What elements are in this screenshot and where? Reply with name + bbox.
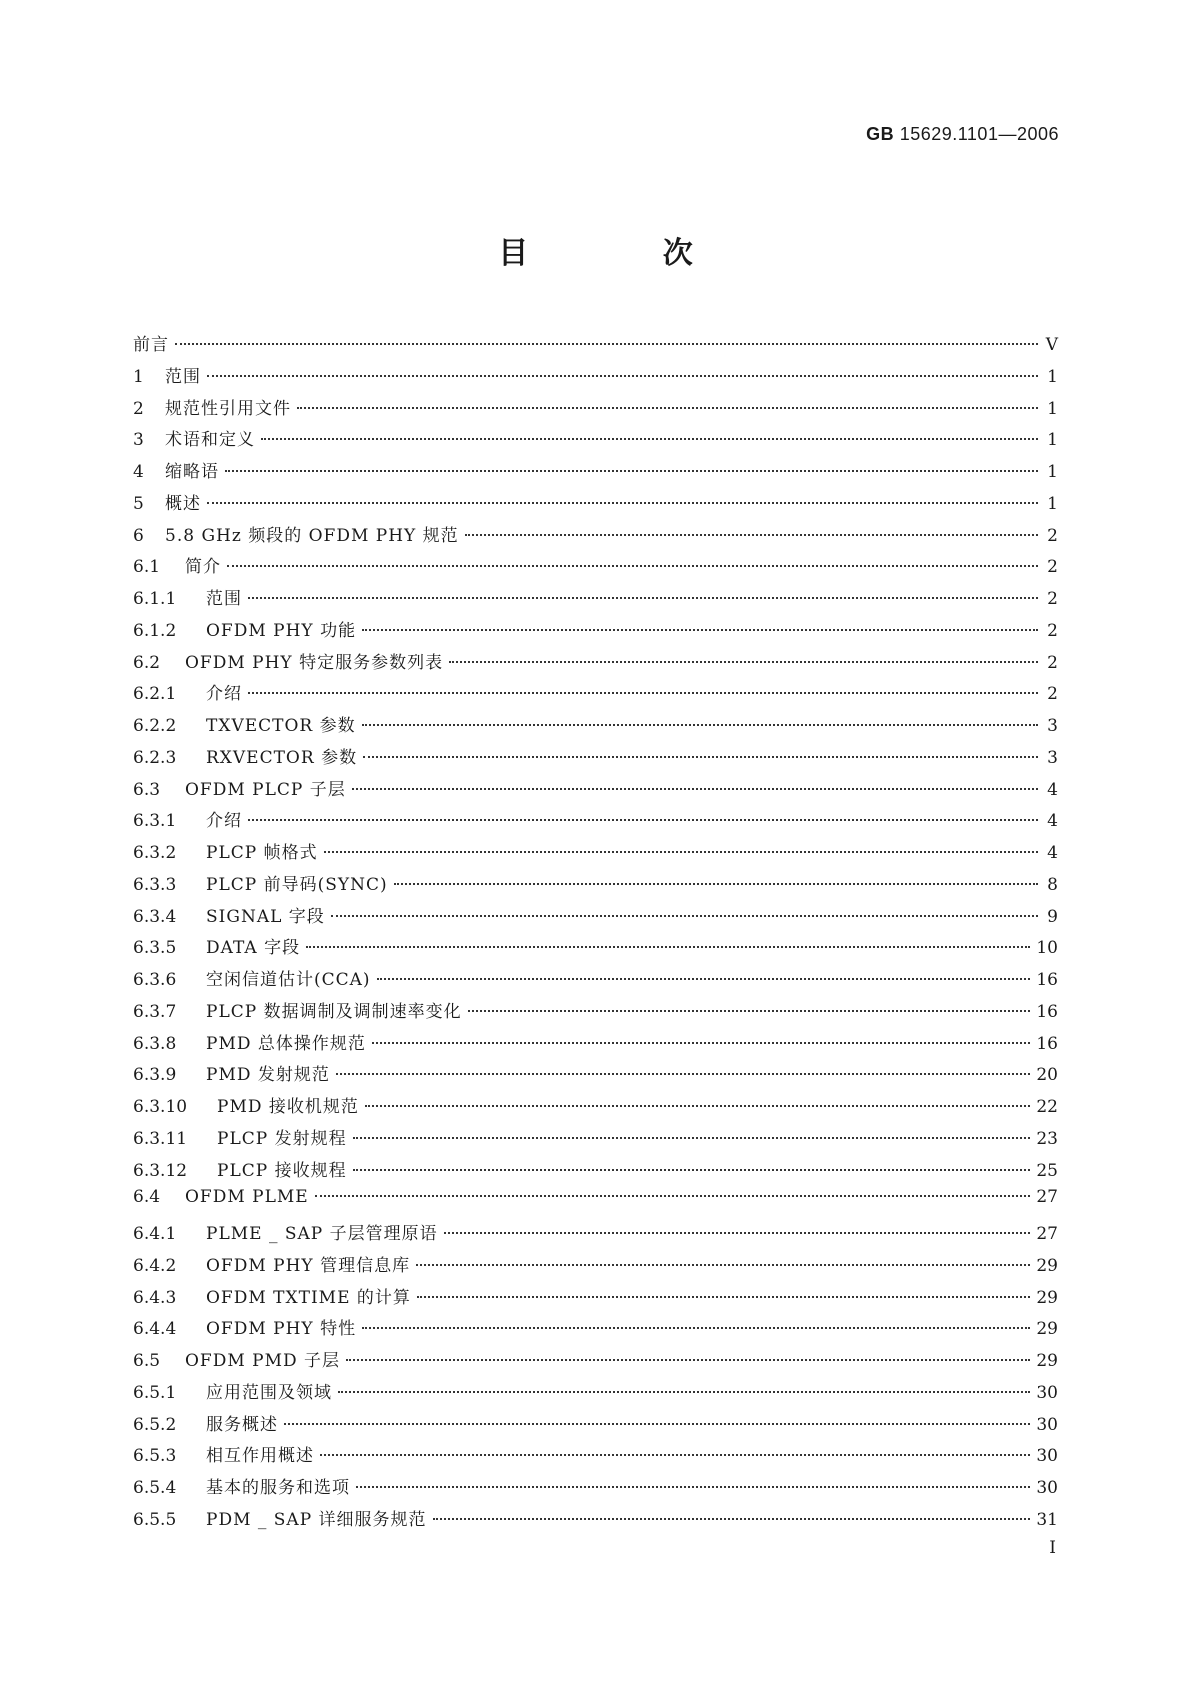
toc-entry[interactable] xyxy=(133,806,1058,838)
toc-dot-leader xyxy=(362,1327,1030,1329)
toc-entry-page: 2 xyxy=(1047,652,1058,673)
toc-entry-title: PLCP 前导码(SYNC) xyxy=(206,874,388,895)
toc-entry-number: 6.5.2 xyxy=(133,1414,177,1435)
toc-entry-page: 1 xyxy=(1047,398,1058,419)
toc-entry-page: 31 xyxy=(1036,1509,1058,1530)
toc-entry-title: OFDM PLCP 子层 xyxy=(185,779,346,800)
toc-entry-title: PDM _ SAP 详细服务规范 xyxy=(206,1509,427,1530)
toc-entry-title: PLCP 发射规程 xyxy=(217,1128,347,1149)
toc-entry[interactable] xyxy=(133,648,1058,680)
toc-dot-leader xyxy=(372,1042,1030,1044)
toc-entry-page: 30 xyxy=(1036,1414,1058,1435)
toc-dot-leader xyxy=(297,407,1038,409)
toc-entry[interactable] xyxy=(133,1314,1058,1346)
standard-number: 15629.1101—2006 xyxy=(899,124,1059,144)
toc-dot-leader xyxy=(284,1423,1030,1425)
toc-dot-leader xyxy=(324,851,1038,853)
toc-entry[interactable] xyxy=(133,521,1058,553)
toc-dot-leader xyxy=(227,565,1038,567)
toc-dot-leader xyxy=(416,1264,1030,1266)
toc-entry-number: 6.3.10 xyxy=(133,1097,188,1117)
toc-dot-leader xyxy=(417,1296,1030,1298)
toc-entry[interactable] xyxy=(133,870,1058,902)
toc-dot-leader xyxy=(433,1518,1031,1520)
toc-dot-leader xyxy=(365,1105,1030,1107)
toc-entry[interactable] xyxy=(133,1251,1058,1283)
toc-entry[interactable] xyxy=(133,902,1058,934)
toc-entry[interactable] xyxy=(133,711,1058,743)
toc-dot-leader xyxy=(465,534,1038,536)
toc-entry-number: 6.4.1 xyxy=(133,1224,177,1244)
toc-entry-page: 1 xyxy=(1047,366,1058,387)
toc-entry-number: 6.4.4 xyxy=(133,1319,177,1340)
toc-entry-title: OFDM PHY 特定服务参数列表 xyxy=(185,652,444,673)
toc-dot-leader xyxy=(248,692,1038,694)
toc-entry-page: 16 xyxy=(1036,970,1058,990)
toc-entry-number: 6.4.3 xyxy=(133,1287,177,1308)
toc-entry-title: 5.8 GHz 频段的 OFDM PHY 规范 xyxy=(165,525,459,546)
toc-dot-leader xyxy=(331,915,1038,917)
toc-dot-leader xyxy=(315,1195,1031,1197)
toc-entry-page: 20 xyxy=(1036,1065,1058,1086)
toc-entry-number: 6.3.2 xyxy=(133,843,177,863)
toc-entry[interactable] xyxy=(133,425,1058,457)
toc-entry[interactable] xyxy=(133,1473,1058,1505)
page-number: I xyxy=(1049,1538,1056,1558)
toc-entry-title: 范围 xyxy=(165,366,201,387)
toc-entry-number: 6.5.3 xyxy=(133,1446,177,1467)
toc-entry-title: PLME _ SAP 子层管理原语 xyxy=(206,1224,438,1244)
toc-dot-leader xyxy=(306,946,1030,948)
toc-dot-leader xyxy=(353,1137,1031,1139)
toc-entry-number: 6.3.9 xyxy=(133,1065,177,1086)
toc-entry[interactable] xyxy=(133,679,1058,711)
toc-entry-title: 应用范围及领域 xyxy=(206,1382,332,1403)
toc-entry-page: 1 xyxy=(1047,430,1058,451)
toc-entry[interactable] xyxy=(133,552,1058,584)
toc-entry-page: 29 xyxy=(1036,1351,1058,1371)
toc-entry-number: 6.4 xyxy=(133,1187,161,1208)
toc-entry-title: 相互作用概述 xyxy=(206,1446,314,1467)
toc-entry-title: OFDM PMD 子层 xyxy=(185,1351,341,1371)
toc-entry-page: 16 xyxy=(1036,1001,1058,1022)
toc-entry-page: 9 xyxy=(1047,906,1058,927)
toc-entry-page: 3 xyxy=(1047,716,1058,736)
toc-dot-leader xyxy=(207,502,1038,504)
toc-entry-title: DATA 字段 xyxy=(206,938,301,959)
toc-entry[interactable] xyxy=(133,743,1058,775)
toc-entry-number: 6.2.1 xyxy=(133,684,177,705)
toc-entry-title: PLCP 帧格式 xyxy=(206,843,318,863)
toc-entry-page: V xyxy=(1045,335,1058,355)
toc-entry[interactable] xyxy=(133,1219,1058,1251)
toc-dot-leader xyxy=(377,978,1031,980)
toc-dot-leader xyxy=(225,470,1038,472)
toc-entry[interactable] xyxy=(133,394,1058,426)
toc-entry-number: 6.3.12 xyxy=(133,1160,188,1181)
toc-dot-leader xyxy=(346,1359,1030,1361)
toc-entry[interactable] xyxy=(133,933,1058,965)
toc-entry-page: 4 xyxy=(1047,779,1058,800)
toc-entry-number: 6.3.11 xyxy=(133,1128,188,1149)
toc-entry[interactable] xyxy=(133,775,1058,807)
toc-entry-page: 4 xyxy=(1047,843,1058,863)
toc-entry-title: 范围 xyxy=(206,589,242,609)
standard-code xyxy=(866,124,1059,145)
toc-entry-number: 2 xyxy=(133,398,144,419)
toc-entry-title: 基本的服务和选项 xyxy=(206,1478,350,1498)
toc-entry-number: 5 xyxy=(133,493,144,514)
toc-entry-number: 6.3.8 xyxy=(133,1033,177,1054)
toc-dot-leader xyxy=(449,661,1038,663)
toc-entry-page: 25 xyxy=(1036,1160,1058,1181)
toc-dot-leader xyxy=(444,1232,1031,1234)
toc-entry-title: 术语和定义 xyxy=(165,430,255,451)
toc-entry-title: OFDM PHY 特性 xyxy=(206,1319,357,1340)
toc-entry-title: SIGNAL 字段 xyxy=(206,906,325,927)
toc-entry-number: 6 xyxy=(133,525,144,546)
toc-entry[interactable] xyxy=(133,1441,1058,1473)
toc-entry-title: PMD 接收机规范 xyxy=(217,1097,359,1117)
toc-entry-page: 3 xyxy=(1047,747,1058,768)
toc-dot-leader xyxy=(248,597,1038,599)
toc-entry-number: 6.1 xyxy=(133,557,161,578)
toc-entry-number: 4 xyxy=(133,462,144,482)
toc-entry-page: 2 xyxy=(1047,525,1058,546)
toc-entry-title: 缩略语 xyxy=(165,462,219,482)
toc-entry-number: 6.2.2 xyxy=(133,716,177,736)
toc-dot-leader xyxy=(468,1010,1031,1012)
toc-entry-number: 1 xyxy=(133,366,144,387)
toc-entry-page: 2 xyxy=(1047,589,1058,609)
toc-entry-number: 6.1.2 xyxy=(133,620,177,641)
toc-entry-page: 27 xyxy=(1036,1187,1058,1208)
toc-entry-page: 27 xyxy=(1036,1224,1058,1244)
toc-entry-page: 1 xyxy=(1047,462,1058,482)
toc-entry-title: PMD 总体操作规范 xyxy=(206,1033,366,1054)
standard-prefix: GB xyxy=(866,124,895,144)
toc-entry-page: 30 xyxy=(1036,1478,1058,1498)
toc-entry-title: 介绍 xyxy=(206,684,242,705)
toc-entry-number: 6.5.4 xyxy=(133,1478,177,1498)
toc-entry-number: 6.2.3 xyxy=(133,747,177,768)
toc-entry-number: 6.2 xyxy=(133,652,161,673)
toc-entry[interactable] xyxy=(133,616,1058,648)
toc-entry-page: 16 xyxy=(1036,1033,1058,1054)
toc-entry-title: RXVECTOR 参数 xyxy=(206,747,358,768)
toc-entry[interactable] xyxy=(133,1092,1058,1124)
toc-dot-leader xyxy=(352,788,1038,790)
toc-entry-number: 3 xyxy=(133,430,144,451)
toc-entry-page: 29 xyxy=(1036,1287,1058,1308)
toc-entry-number: 6.5 xyxy=(133,1351,161,1371)
toc-entry[interactable] xyxy=(133,1187,1058,1219)
toc-entry-page: 23 xyxy=(1036,1128,1058,1149)
toc-entry[interactable] xyxy=(133,965,1058,997)
toc-entry-title: 规范性引用文件 xyxy=(165,398,291,419)
toc-entry-page: 30 xyxy=(1036,1446,1058,1467)
toc-entry[interactable] xyxy=(133,997,1058,1029)
toc-entry[interactable] xyxy=(133,1156,1058,1188)
toc-entry[interactable] xyxy=(133,1505,1058,1537)
toc-entry-number: 6.5.5 xyxy=(133,1509,177,1530)
toc-entry-title: PMD 发射规范 xyxy=(206,1065,330,1086)
toc-entry-title: OFDM TXTIME 的计算 xyxy=(206,1287,411,1308)
toc-dot-leader xyxy=(338,1391,1030,1393)
toc-entry-page: 4 xyxy=(1047,811,1058,832)
toc-entry-page: 30 xyxy=(1036,1382,1058,1403)
toc-entry-number: 6.3.6 xyxy=(133,970,177,990)
toc-entry[interactable] xyxy=(133,584,1058,616)
toc-entry[interactable] xyxy=(133,457,1058,489)
toc-dot-leader xyxy=(175,343,1038,345)
toc-entry-page: 29 xyxy=(1036,1255,1058,1276)
toc-entry[interactable] xyxy=(133,330,1058,362)
toc-dot-leader xyxy=(207,375,1038,377)
toc-dot-leader xyxy=(362,724,1038,726)
toc-entry-number: 6.5.1 xyxy=(133,1382,177,1403)
toc-entry-title: TXVECTOR 参数 xyxy=(206,716,356,736)
toc-dot-leader xyxy=(363,756,1038,758)
toc-entry[interactable] xyxy=(133,1346,1058,1378)
table-of-contents xyxy=(133,330,1058,1537)
toc-entry-number: 6.3.5 xyxy=(133,938,177,959)
toc-entry-page: 22 xyxy=(1036,1097,1058,1117)
toc-entry-title: OFDM PHY 功能 xyxy=(206,620,357,641)
toc-dot-leader xyxy=(248,819,1038,821)
toc-entry-title: 空闲信道估计(CCA) xyxy=(206,970,371,990)
page-title: 目 次 xyxy=(498,236,755,271)
toc-entry-title: 简介 xyxy=(185,557,221,578)
toc-entry[interactable] xyxy=(133,1283,1058,1315)
toc-entry[interactable] xyxy=(133,1060,1058,1092)
toc-entry-number: 6.3.7 xyxy=(133,1001,177,1022)
toc-entry-page: 1 xyxy=(1047,493,1058,514)
toc-entry-page: 2 xyxy=(1047,557,1058,578)
toc-entry-number: 6.1.1 xyxy=(133,589,177,609)
toc-entry[interactable] xyxy=(133,838,1058,870)
toc-entry-page: 8 xyxy=(1047,874,1058,895)
toc-entry[interactable] xyxy=(133,489,1058,521)
toc-dot-leader xyxy=(394,883,1038,885)
toc-entry-title: OFDM PHY 管理信息库 xyxy=(206,1255,411,1276)
toc-dot-leader xyxy=(362,629,1038,631)
toc-entry-number: 6.4.2 xyxy=(133,1255,177,1276)
toc-entry[interactable] xyxy=(133,1378,1058,1410)
toc-dot-leader xyxy=(320,1454,1030,1456)
toc-entry[interactable] xyxy=(133,1029,1058,1061)
toc-entry[interactable] xyxy=(133,1410,1058,1442)
toc-entry-title: OFDM PLME xyxy=(185,1187,309,1208)
toc-dot-leader xyxy=(336,1073,1030,1075)
toc-entry-number: 6.3.3 xyxy=(133,874,177,895)
toc-entry-title: 概述 xyxy=(165,493,201,514)
toc-dot-leader xyxy=(356,1486,1030,1488)
toc-entry-page: 10 xyxy=(1036,938,1058,959)
toc-entry[interactable] xyxy=(133,1124,1058,1156)
toc-entry-number: 6.3.4 xyxy=(133,906,177,927)
toc-entry-page: 29 xyxy=(1036,1319,1058,1340)
toc-dot-leader xyxy=(353,1169,1031,1171)
toc-entry-title: PLCP 接收规程 xyxy=(217,1160,347,1181)
toc-entry-number: 6.3 xyxy=(133,779,161,800)
toc-entry-title: 前言 xyxy=(133,335,169,355)
toc-entry-title: 介绍 xyxy=(206,811,242,832)
toc-entry-page: 2 xyxy=(1047,620,1058,641)
toc-entry-title: PLCP 数据调制及调制速率变化 xyxy=(206,1001,462,1022)
toc-entry-number: 6.3.1 xyxy=(133,811,177,832)
toc-entry-page: 2 xyxy=(1047,684,1058,705)
toc-dot-leader xyxy=(261,438,1038,440)
toc-entry-title: 服务概述 xyxy=(206,1414,278,1435)
toc-entry[interactable] xyxy=(133,362,1058,394)
